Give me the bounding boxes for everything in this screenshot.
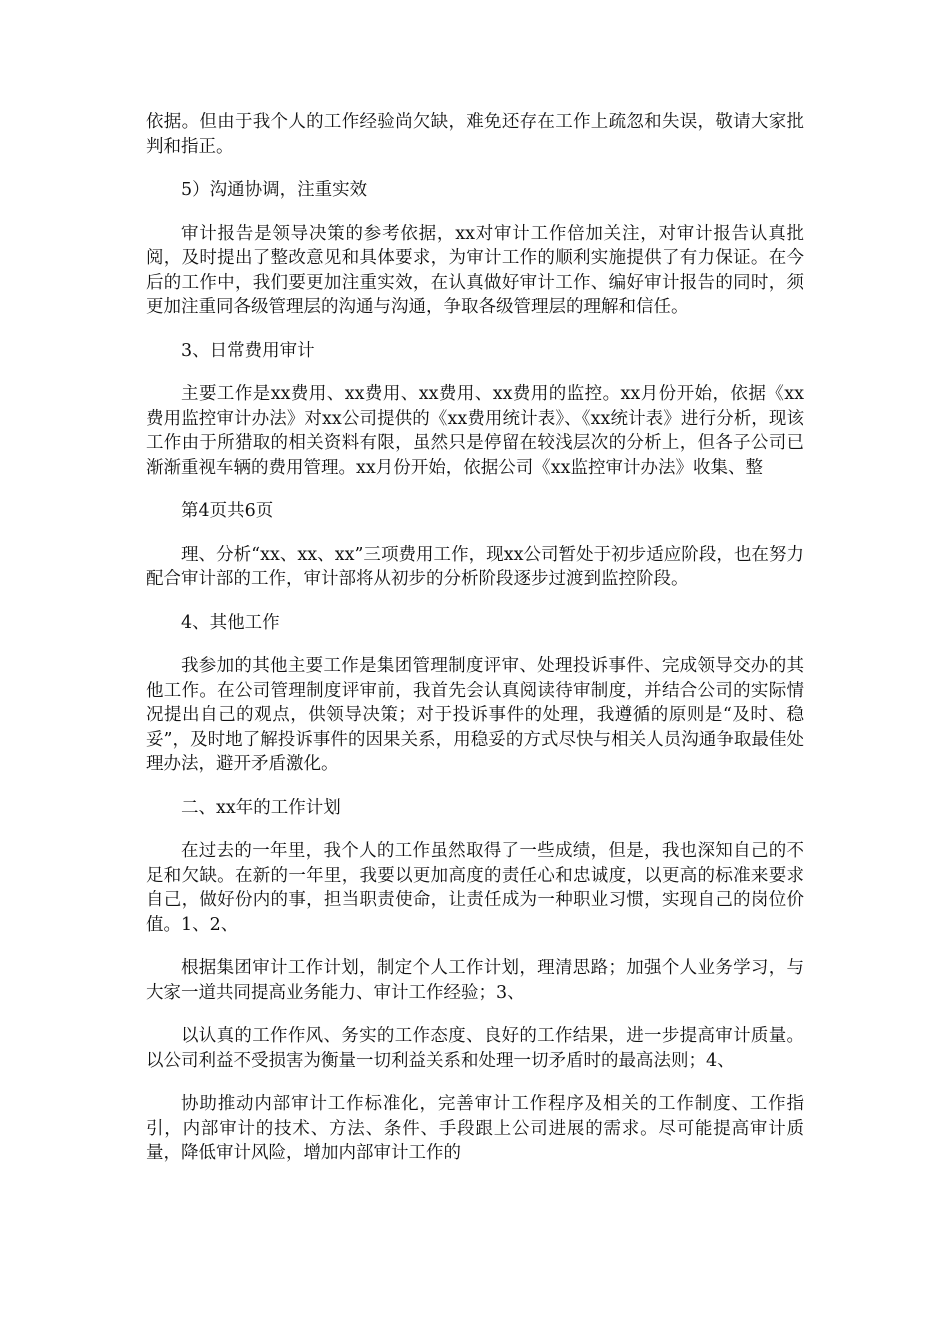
paragraph-plan-4: 协助推动内部审计工作标准化，完善审计工作程序及相关的工作制度、工作指引，内部审计的技术、方法、条件、手段跟上公司进展的需求。尽可能提高审计质量，降低审计风险，增加内部审计工作的 xyxy=(146,1094,804,1163)
paragraph-continuation: 依据。但由于我个人的工作经验尚欠缺，难免还存在工作上疏忽和失误，敬请大家批判和指正。 xyxy=(146,112,804,157)
paragraph-plan-intro: 在过去的一年里，我个人的工作虽然取得了一些成绩，但是，我也深知自己的不足和欠缺。在新的一年里，我要以更加高度的责任心和忠诚度，以更高的标准来要求自己，做好份内的事，担当职责使命，让责任成为一种职业习惯，实现自己的岗位价值。1、2、 xyxy=(146,841,804,935)
heading-work-plan: 二、xx年的工作计划 xyxy=(181,797,341,818)
paragraph-plan-3: 以认真的工作作风、务实的工作态度、良好的工作结果，进一步提高审计质量。以公司利益不受损害为衡量一切利益关系和处理一切矛盾时的最高法则；4、 xyxy=(146,1026,804,1071)
paragraph-plan-2: 根据集团审计工作计划，制定个人工作计划，理清思路；加强个人业务学习，与大家一道共同提高业务能力、审计工作经验；3、 xyxy=(146,958,804,1003)
paragraph-audit-report: 审计报告是领导决策的参考依据，xx对审计工作倍加关注，对审计报告认真批阅，及时提出了整改意见和具体要求，为审计工作的顺利实施提供了有力保证。在今后的工作中，我们要更加注重实效，在认真做好审计工作、编好审计报告的同时，须更加注重同各级管理层的沟通与沟通，争取各级管理层的理解和信任。 xyxy=(146,223,804,317)
paragraph-expense-main: 主要工作是xx费用、xx费用、xx费用、xx费用的监控。xx月份开始，依据《xx费用监控审计办法》对xx公司提供的《xx费用统计表》、《xx统计表》进行分析，现该工作由于所猎取的相关资料有限，虽然只是停留在较浅层次的分析上，但各子公司已渐渐重视车辆的费用管理。xx月份开始，依据公司《xx监控审计办法》收集、整 xyxy=(146,384,804,478)
paragraph-other-work: 我参加的其他主要工作是集团管理制度评审、处理投诉事件、完成领导交办的其他工作。在公司管理制度评审前，我首先会认真阅读待审制度，并结合公司的实际情况提出自己的观点，供领导决策；对于投诉事件的处理，我遵循的原则是“及时、稳妥”，及时地了解投诉事件的因果关系，用稳妥的方式尽快与相关人员沟通争取最佳处理办法，避开矛盾激化。 xyxy=(146,656,804,774)
heading-daily-expense: 3、日常费用审计 xyxy=(181,340,315,361)
heading-other-work: 4、其他工作 xyxy=(181,612,280,633)
heading-communication: 5）沟通协调，注重实效 xyxy=(181,180,368,200)
paragraph-expense-continued: 理、分析“xx、xx、xx”三项费用工作，现xx公司暂处于初步适应阶段，也在努力配合审计部的工作，审计部将从初步的分析阶段逐步过渡到监控阶段。 xyxy=(146,544,804,589)
page-number-marker: 第4页共6页 xyxy=(181,501,274,521)
